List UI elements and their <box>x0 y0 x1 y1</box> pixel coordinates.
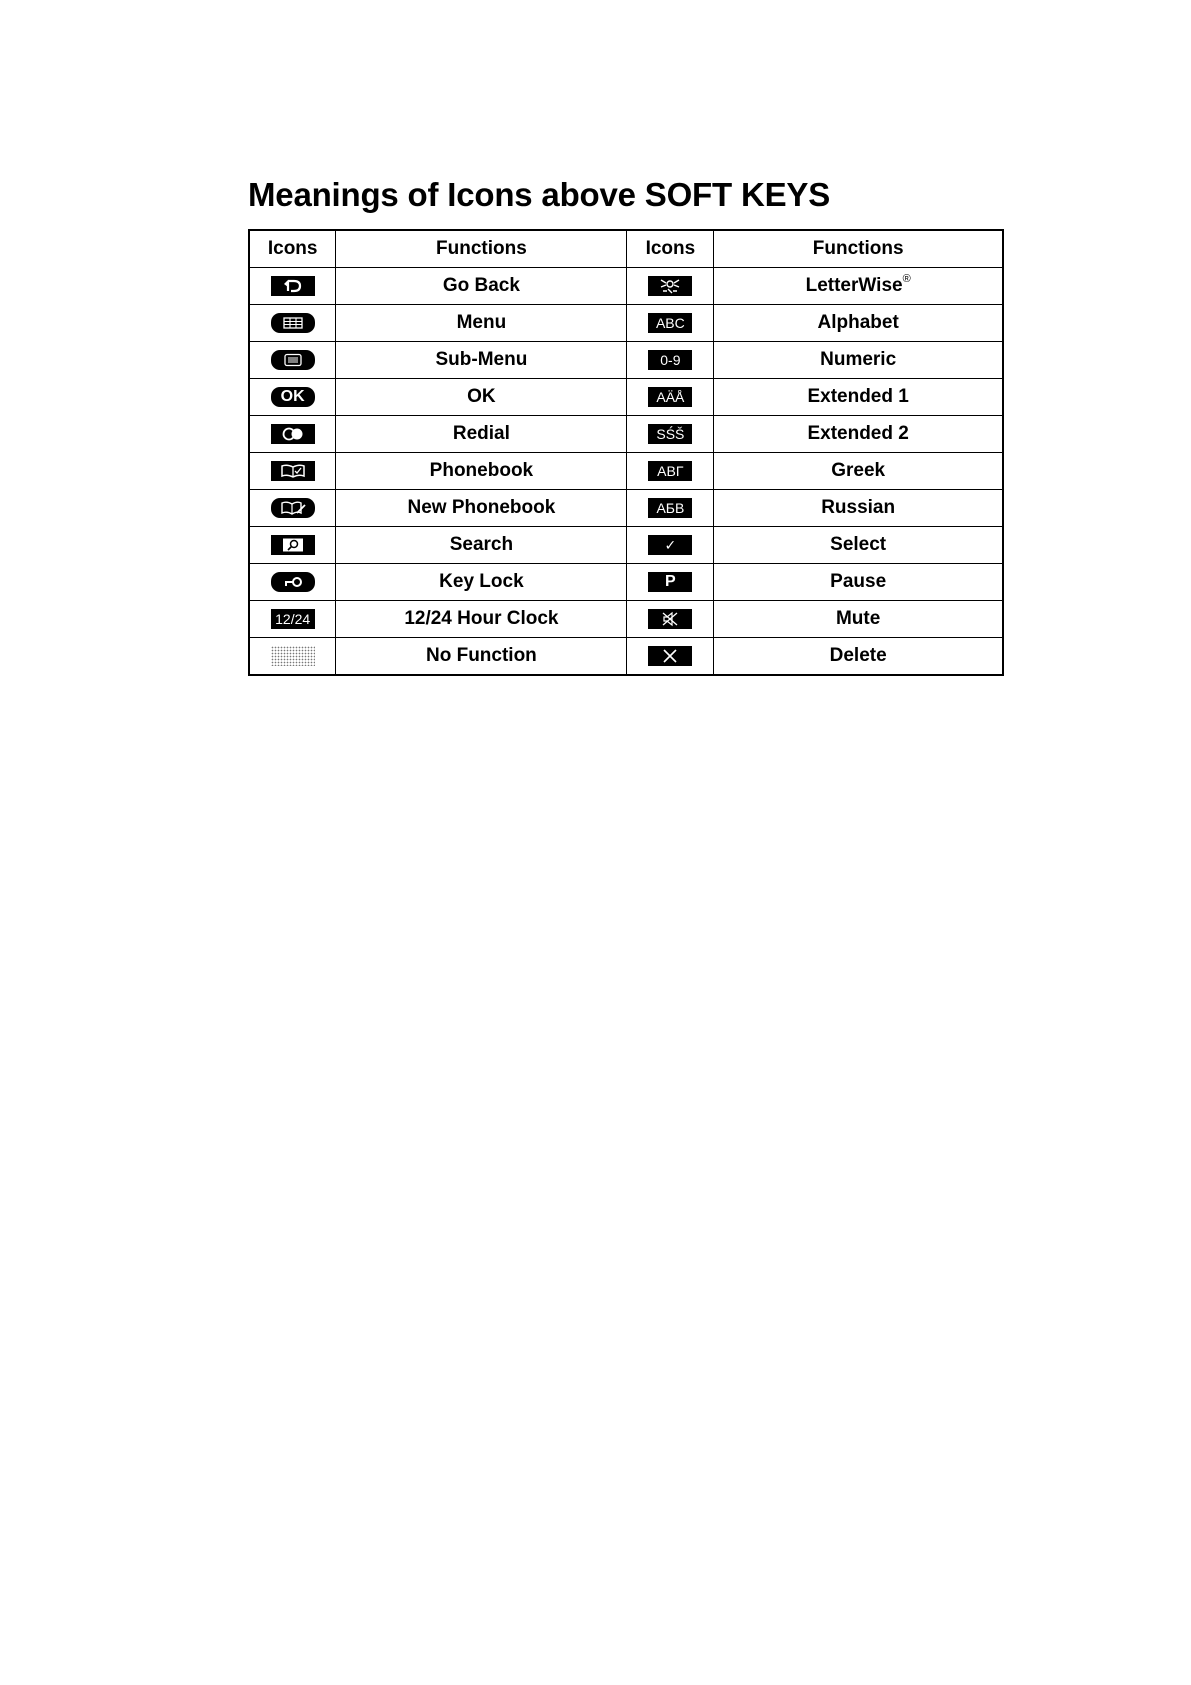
delete-icon <box>648 646 692 666</box>
function-label: Pause <box>714 564 1003 601</box>
sub-menu-icon <box>271 350 315 370</box>
function-label: Delete <box>714 638 1003 676</box>
function-label: 12/24 Hour Clock <box>336 601 627 638</box>
function-label: Search <box>336 527 627 564</box>
function-label: Mute <box>714 601 1003 638</box>
table-row <box>249 379 1003 416</box>
function-label: Sub-Menu <box>336 342 627 379</box>
function-label: Numeric <box>714 342 1003 379</box>
clock-format-icon: 12/24 <box>271 609 315 629</box>
table-row <box>249 453 1003 490</box>
table-header-row <box>249 230 1003 268</box>
russian-icon: АБВ <box>648 498 692 518</box>
numeric-icon: 0-9 <box>648 350 692 370</box>
go-back-icon <box>271 276 315 296</box>
function-label: Phonebook <box>336 453 627 490</box>
function-label: Menu <box>336 305 627 342</box>
page-title: Meanings of Icons above SOFT KEYS <box>248 176 831 213</box>
ok-icon: OK <box>271 387 315 407</box>
function-label: Go Back <box>336 268 627 305</box>
function-label: OK <box>336 379 627 416</box>
header-icons-right: Icons <box>627 230 714 268</box>
table-row <box>249 305 1003 342</box>
function-label: Redial <box>336 416 627 453</box>
select-icon: ✓ <box>648 535 692 555</box>
no-function-icon <box>271 646 315 666</box>
soft-key-icons-table <box>248 229 1004 676</box>
function-label: Russian <box>714 490 1003 527</box>
table-row <box>249 527 1003 564</box>
function-label: Alphabet <box>714 305 1003 342</box>
function-label: Extended 2 <box>714 416 1003 453</box>
function-label: Greek <box>714 453 1003 490</box>
function-label: LetterWise <box>805 275 903 296</box>
extended-1-icon: AÄÅ <box>648 387 692 407</box>
letterwise-icon <box>648 276 692 296</box>
pause-icon: P <box>648 572 692 592</box>
redial-icon <box>271 424 315 444</box>
key-lock-icon <box>271 572 315 592</box>
function-label: Extended 1 <box>714 379 1003 416</box>
table-row <box>249 601 1003 638</box>
search-icon <box>271 535 315 555</box>
table-row <box>249 490 1003 527</box>
function-label: Key Lock <box>336 564 627 601</box>
table-row <box>249 564 1003 601</box>
header-functions-left: Functions <box>336 230 627 268</box>
new-phonebook-icon <box>271 498 315 518</box>
function-label: New Phonebook <box>336 490 627 527</box>
extended-2-icon: SŚŠ <box>648 424 692 444</box>
menu-icon <box>271 313 315 333</box>
registered-mark: ® <box>902 273 911 285</box>
phonebook-icon <box>271 461 315 481</box>
function-label: Select <box>714 527 1003 564</box>
header-icons-left: Icons <box>249 230 336 268</box>
greek-icon: ΑΒΓ <box>648 461 692 481</box>
mute-icon <box>648 609 692 629</box>
function-label: No Function <box>336 638 627 676</box>
table-row <box>249 416 1003 453</box>
table-row <box>249 268 1003 305</box>
table-row <box>249 638 1003 676</box>
alphabet-icon: ABC <box>648 313 692 333</box>
header-functions-right: Functions <box>714 230 1003 268</box>
table-row <box>249 342 1003 379</box>
